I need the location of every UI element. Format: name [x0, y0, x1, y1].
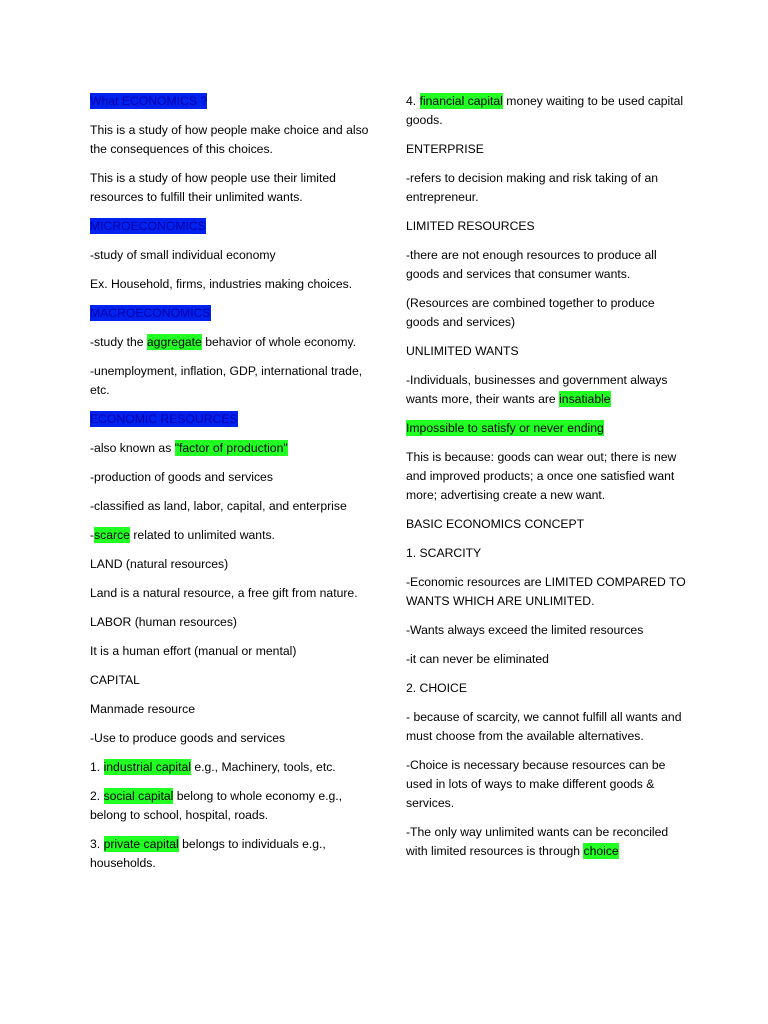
- paragraph: -production of goods and services: [90, 470, 273, 484]
- paragraph: It is a human effort (manual or mental): [90, 644, 297, 658]
- paragraph: LABOR (human resources): [90, 615, 237, 629]
- heading-macroeconomics: [90, 304, 370, 323]
- paragraph: Ex. Household, firms, industries making choices.: [90, 277, 353, 291]
- paragraph: This is because: goods can wear out; there is new and improved products; a once one satisfied want more; advertising create a new want.: [406, 450, 677, 502]
- paragraph: -classified as land, labor, capital, and enterprise: [90, 499, 347, 513]
- paragraph: [406, 371, 688, 409]
- green-highlight: private capital: [103, 837, 179, 851]
- paragraph: [90, 526, 370, 545]
- paragraph: This is a study of how people use their limited resources to fulfill their unlimited wants.: [90, 171, 336, 204]
- paragraph: -study of small individual economy: [90, 248, 276, 262]
- blue-highlight: MICROECONOMICS: [90, 219, 206, 233]
- text: -The only way unlimited wants can be reconciled with limited resources is through: [406, 825, 669, 858]
- text: -: [90, 528, 95, 542]
- text: -Individuals, businesses and government always wants more, their wants are: [406, 373, 668, 406]
- green-highlight: industrial capital: [103, 760, 191, 774]
- paragraph: CAPITAL: [90, 673, 140, 687]
- paragraph: UNLIMITED WANTS: [406, 344, 519, 358]
- text: 1.: [90, 760, 104, 774]
- paragraph: -unemployment, inflation, GDP, international trade, etc.: [90, 364, 363, 397]
- green-highlight: aggregate: [146, 335, 202, 349]
- green-highlight: Impossible to satisfy or never ending: [406, 421, 604, 435]
- heading-what-economics: [90, 92, 370, 111]
- left-column: [90, 92, 370, 883]
- text: money waiting to be used capital goods.: [406, 94, 684, 127]
- text: 3.: [90, 837, 104, 851]
- paragraph: (Resources are combined together to produce goods and services): [406, 296, 655, 329]
- green-highlight: scarce: [94, 528, 130, 542]
- paragraph: Land is a natural resource, a free gift from nature.: [90, 586, 358, 600]
- text: 4.: [406, 94, 420, 108]
- paragraph: - because of scarcity, we cannot fulfill all wants and must choose from the available alternatives.: [406, 710, 682, 743]
- green-highlight: social capital: [103, 789, 174, 803]
- blue-highlight: ECONOMIC RESOURCES: [90, 412, 238, 426]
- right-column: [406, 92, 688, 871]
- paragraph: [90, 333, 370, 352]
- paragraph: [406, 92, 688, 130]
- text: behavior of whole economy.: [201, 335, 357, 349]
- text: belongs to individuals e.g., households.: [90, 837, 326, 870]
- green-highlight: choice: [583, 844, 619, 858]
- paragraph: -refers to decision making and risk taking of an entrepreneur.: [406, 171, 658, 204]
- paragraph: -Wants always exceed the limited resources: [406, 623, 644, 637]
- paragraph: -Choice is necessary because resources can be used in lots of ways to make different goods & services.: [406, 758, 666, 810]
- blue-highlight: What ECONOMICS ?: [90, 94, 208, 108]
- paragraph: Manmade resource: [90, 702, 195, 716]
- paragraph: [90, 787, 370, 825]
- text: belong to whole economy e.g., belong to school, hospital, roads.: [90, 789, 343, 822]
- green-highlight: financial capital: [419, 94, 503, 108]
- paragraph: [90, 835, 370, 873]
- heading-microeconomics: [90, 217, 370, 236]
- green-highlight: insatiable: [559, 392, 611, 406]
- text: 2.: [90, 789, 104, 803]
- paragraph: -Use to produce goods and services: [90, 731, 286, 745]
- paragraph: LIMITED RESOURCES: [406, 219, 535, 233]
- text: -study the: [90, 335, 147, 349]
- paragraph: LAND (natural resources): [90, 557, 229, 571]
- paragraph: [406, 419, 688, 438]
- paragraph: This is a study of how people make choice and also the consequences of this choices.: [90, 123, 369, 156]
- text: related to unlimited wants.: [129, 528, 275, 542]
- green-highlight: "factor of production": [174, 441, 288, 455]
- text: -also known as: [90, 441, 175, 455]
- paragraph: 1. SCARCITY: [406, 546, 482, 560]
- paragraph: [90, 439, 370, 458]
- paragraph: ENTERPRISE: [406, 142, 484, 156]
- heading-economic-resources: [90, 410, 370, 429]
- paragraph: -there are not enough resources to produce all goods and services that consumer wants.: [406, 248, 657, 281]
- paragraph: -it can never be eliminated: [406, 652, 549, 666]
- paragraph: 2. CHOICE: [406, 681, 467, 695]
- blue-highlight: MACROECONOMICS: [90, 306, 211, 320]
- paragraph: BASIC ECONOMICS CONCEPT: [406, 517, 585, 531]
- paragraph: -Economic resources are LIMITED COMPARED TO WANTS WHICH ARE UNLIMITED.: [406, 575, 686, 608]
- text: e.g., Machinery, tools, etc.: [190, 760, 336, 774]
- paragraph: [406, 823, 688, 861]
- paragraph: [90, 758, 370, 777]
